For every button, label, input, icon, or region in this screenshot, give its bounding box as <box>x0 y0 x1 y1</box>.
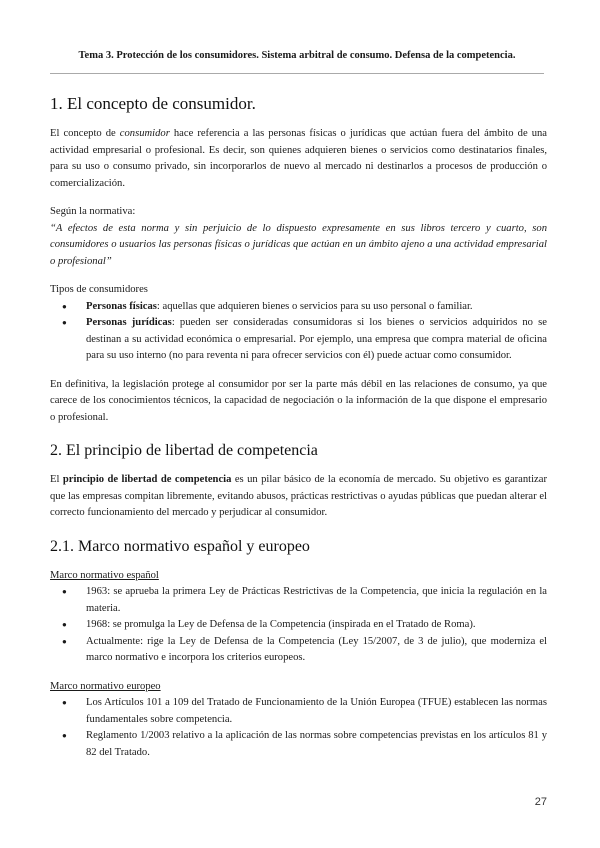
list-item: ● Reglamento 1/2003 relativo a la aplicación de las normas sobre competencias previstas en los artículos 81 y 82 del Tratado. <box>50 728 547 761</box>
header-divider <box>50 73 544 74</box>
consumer-types-list <box>50 299 547 365</box>
list-item: ● 1963: se aprueba la primera Ley de Prácticas Restrictivas de la Competencia, que inicia la regulación en la materia. <box>50 584 547 617</box>
normativa-label: Según la normativa: <box>50 206 136 217</box>
european-framework-list <box>50 695 547 761</box>
legal-quote: “A efectos de esta norma y sin perjuicio de lo dispuesto expresamente en sus libros tercero y cuarto, son consumidores o usuarios las personas físicas o jurídicas que actúan en un ámbito ajeno a una actividad empresarial o profesional” <box>50 222 547 267</box>
page-body <box>50 90 547 761</box>
consumer-types-label: Tipos de consumidores <box>50 284 148 295</box>
european-framework-label: Marco normativo europeo <box>50 680 161 692</box>
list-item: ● Los Artículos 101 a 109 del Tratado de Funcionamiento de la Unión Europea (TFUE) establecen las normas fundamentales sobre competencia. <box>50 695 547 728</box>
spanish-framework-list <box>50 584 547 667</box>
competition-principle-paragraph: El principio de libertad de competencia es un pilar básico de la economía de mercado. Su objetivo es garantizar que las empresas compitan libremente, evitando abusos, prácticas restrictivas o ayudas públicas que puedan alterar el correcto funcionamiento del mercado y perjudicar al consumidor. <box>50 474 547 518</box>
section-2-heading: 2. El principio de libertad de competencia <box>50 442 318 459</box>
running-header: Tema 3. Protección de los consumidores. Sistema arbitral de consumo. Defensa de la competencia. <box>78 50 516 61</box>
list-item: ● Personas jurídicas: pueden ser consideradas consumidoras si los bienes o servicios adquiridos no se destinan a su actividad económica o empresarial. Por ejemplo, una empresa que compra material de oficina para su uso interno (no para reventa ni para ofrecer servicios con él) puede actuar como consumidor. <box>50 315 547 365</box>
page-number: 27 <box>534 796 547 808</box>
section-1-heading: 1. El concepto de consumidor. <box>50 94 256 113</box>
spanish-framework-label: Marco normativo español <box>50 569 159 581</box>
list-item: ● Personas físicas: aquellas que adquieren bienes o servicios para su uso personal o familiar. <box>50 299 547 316</box>
section-2-1-heading: 2.1. Marco normativo español y europeo <box>50 537 310 555</box>
list-item: ● 1968: se promulga la Ley de Defensa de la Competencia (inspirada en el Tratado de Roma). <box>50 617 547 634</box>
consumer-definition-paragraph: El concepto de consumidor hace referencia a las personas físicas o jurídicas que actúan fuera del ámbito de una actividad empresarial o profesional. Es decir, son quienes adquieren bienes o servicios como destinatarios finales, para su uso o consumo privado, sin incorporarlos de nuevo al mercado ni destinarlos a procesos de producción o comercialización. <box>50 128 547 189</box>
list-item: ● Actualmente: rige la Ley de Defensa de la Competencia (Ley 15/2007, de 3 de julio), que moderniza el marco normativo e incorpora los criterios europeos. <box>50 634 547 667</box>
conclusion-paragraph: En definitiva, la legislación protege al consumidor por ser la parte más débil en las relaciones de consumo, ya que carece de los conocimientos técnicos, la capacidad de negociación o la información de la que dispone el empresario o profesional. <box>50 378 547 423</box>
